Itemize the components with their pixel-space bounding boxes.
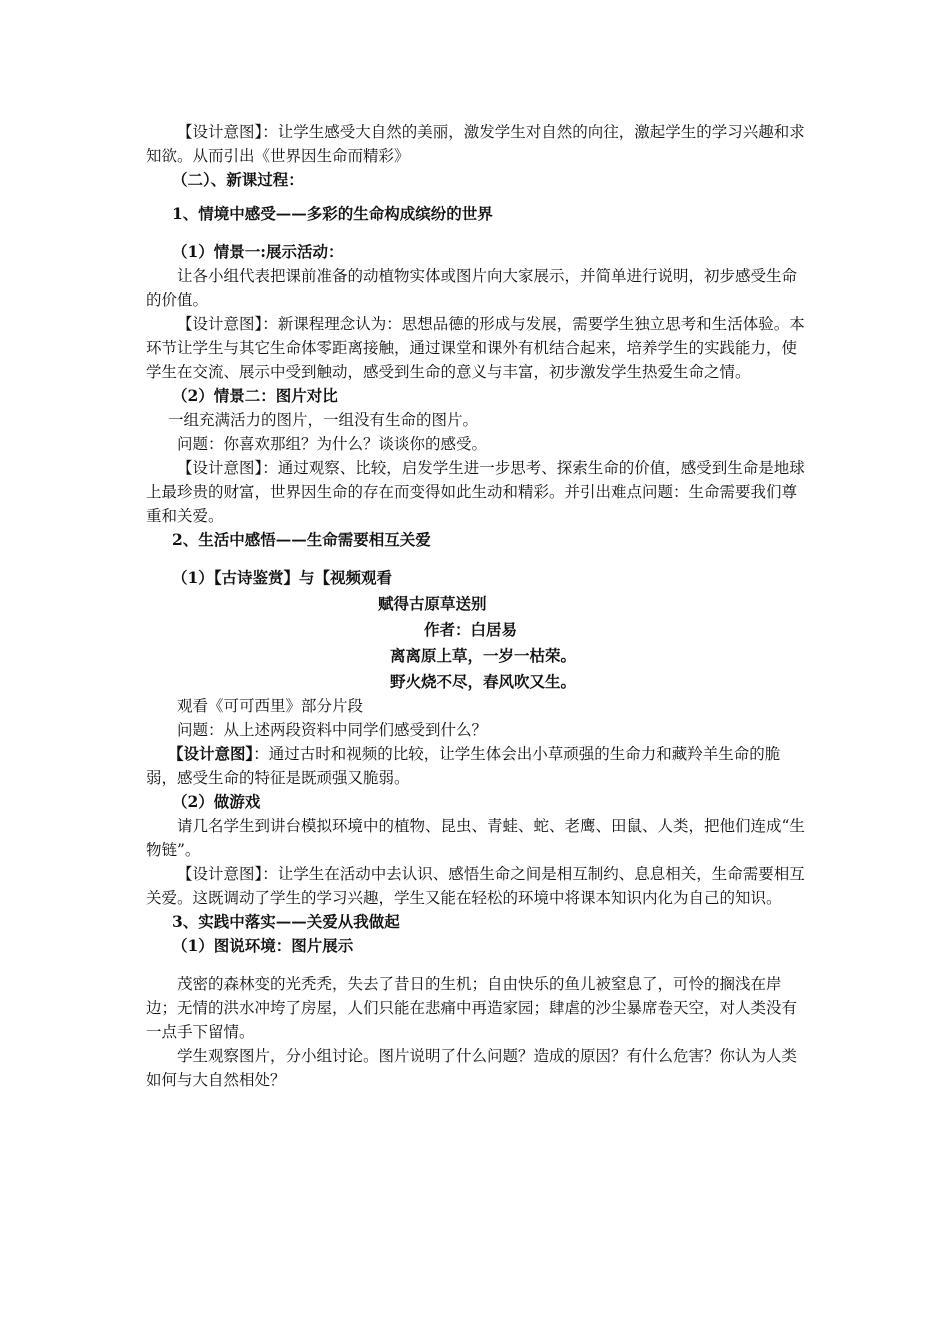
document-page [146,120,808,1092]
design-intent-paragraph: 【设计意图】：通过观察、比较，启发学生进一步思考、探索生命的价值，感受到生命是地球上最珍贵的财富，世界因生命的存在而变得如此生动和精彩。并引出难点问题：生命需要我们尊重和关爱。 [146,459,805,525]
poem-line: 离离原上草，一岁一枯荣。 [390,646,577,665]
body-paragraph: 请几名学生到讲台模拟环境中的植物、昆虫、青蛙、蛇、老鹰、田鼠、人类，把他们连成“生物链”。 [146,817,805,859]
subsection-heading: 1、情境中感受——多彩的生命构成缤纷的世界 [172,204,493,223]
subsection-heading: 3、实践中落实——关爱从我做起 [172,912,400,931]
body-paragraph: 一组充满活力的图片，一组没有生命的图片。 [168,411,479,429]
design-intent-paragraph: 【设计意图】：新课程理念认为：思想品德的形成与发展，需要学生独立思考和生活体验。本环节让学生与其它生命体零距离接触，通过课堂和课外有机结合起来，培养学生的实践能力，使学生在交流、展示中受到触动，感受到生命的意义与丰富，初步激发学生热爱生命之情。 [146,315,805,381]
poem-line: 野火烧不尽，春风吹又生。 [390,672,577,691]
scene-heading: （2）情景二：图片对比 [172,386,338,405]
design-intent-paragraph [146,742,808,790]
design-intent-text: ：通过古时和视频的比较，让学生体会出小草顽强的生命力和藏羚羊生命的脆弱，感受生命的特征是既顽强又脆弱。 [146,745,781,787]
body-paragraph: 学生观察图片，分小组讨论。图片说明了什么问题？造成的原因？有什么危害？你认为人类如何与大自然相处？ [146,1047,798,1089]
design-intent-paragraph: 【设计意图】：让学生在活动中去认识、感悟生命之间是相互制约、息息相关，生命需要相互关爱。这既调动了学生的学习兴趣，学生又能在轻松的环境中将课本知识内化为自己的知识。 [146,865,805,907]
section-heading: （二）、新课过程： [172,170,304,189]
poem-author: 作者：白居易 [424,620,518,639]
activity-heading: （1）图说环境：图片展示 [172,936,354,955]
subsection-heading: 2、生活中感悟——生命需要相互关爱 [172,530,431,549]
body-paragraph: 观看《可可西里》部分片段 [177,697,364,715]
question-paragraph: 问题：从上述两段资料中同学们感受到什么？ [177,721,488,739]
activity-heading: （1）【古诗鉴赏】与【视频观看 [172,568,393,587]
design-intent-paragraph: 【设计意图】：让学生感受大自然的美丽，激发学生对自然的向往，激起学生的学习兴趣和求知欲。从而引出《世界因生命而精彩》 [146,123,805,165]
poem-title: 赋得古原草送别 [378,594,487,613]
scene-heading: （1）情景一:展示活动： [172,242,344,261]
activity-heading: （2）做游戏 [172,792,261,811]
question-paragraph: 问题：你喜欢那组？为什么？谈谈你的感受。 [177,435,488,453]
body-paragraph: 茂密的森林变的光秃秃，失去了昔日的生机；自由快乐的鱼儿被窒息了，可怜的搁浅在岸边；无情的洪水冲垮了房屋，人们只能在悲痛中再造家园；肆虐的沙尘暴席卷天空，对人类没有一点手下留情。 [146,975,798,1041]
body-paragraph: 让各小组代表把课前准备的动植物实体或图片向大家展示，并简单进行说明，初步感受生命的价值。 [146,267,798,309]
design-intent-label: 【设计意图】 [168,744,254,763]
